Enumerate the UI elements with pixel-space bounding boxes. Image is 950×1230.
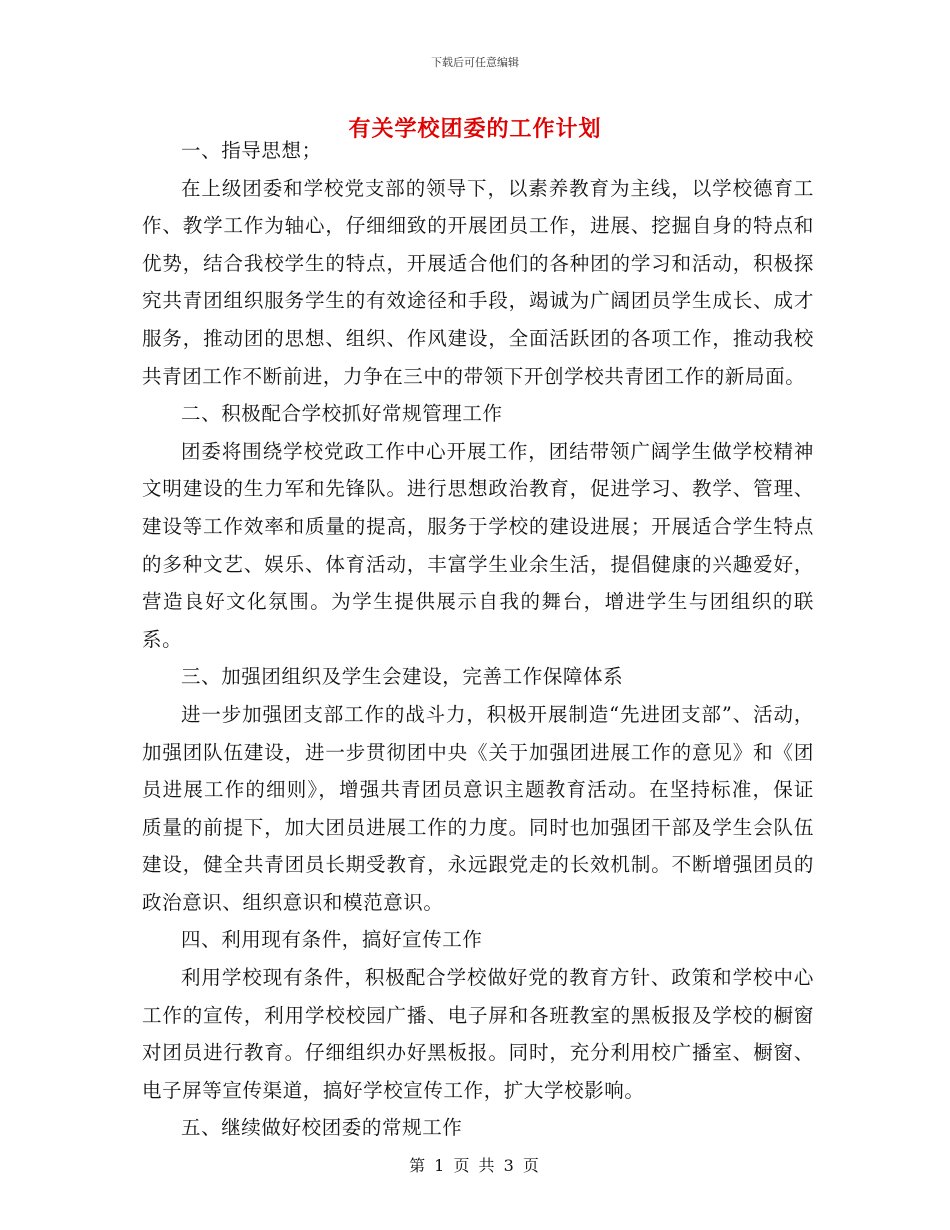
header-note: 下载后可任意编辑 — [431, 56, 519, 69]
document-title: 有关学校团委的工作计划 — [348, 117, 602, 142]
paragraph-publicity: 利用学校现有条件，积极配合学校做好党的教育方针、政策和学校中心工作的宣传，利用学校校园广播、电子屏和各班教室的黑板报及学校的橱窗对团员进行教育。仔细组织办好黑板报。同时，充分利用校广播室、橱窗、电子屏等宣传渠道，搞好学校宣传工作，扩大学校影响。 — [142, 966, 814, 1102]
page-number-footer: 第 1 页 共 3 页 — [409, 1156, 541, 1175]
paragraph-guiding-ideology: 在上级团委和学校党支部的领导下，以素养教育为主线，以学校德育工作、教学工作为轴心，仔细细致的开展团员工作，进展、挖掘自身的特点和优势，结合我校学生的特点，开展适合他们的各种团的学习和活动，积极探究共青团组织服务学生的有效途径和手段，竭诚为广阔团员学生成长、成才服务，推动团的思想、组织、作风建设，全面活跃团的各项工作，推动我校共青团工作不断前进，力争在三中的带领下开创学校共青团工作的新局面。 — [142, 176, 814, 388]
section-heading-guiding-ideology: 一、指导思想； — [181, 139, 322, 162]
section-heading-routine-management: 二、积极配合学校抓好常规管理工作 — [181, 402, 503, 426]
section-heading-organization-building: 三、加强团组织及学生会建设，完善工作保障体系 — [181, 665, 624, 689]
paragraph-organization-building: 进一步加强团支部工作的战斗力，积极开展制造“先进团支部”、活动，加强团队伍建设，进一步贯彻团中央《关于加强团进展工作的意见》和《团员进展工作的细则》，增强共青团员意识主题教育活动。在坚持标准，保证质量的前提下，加大团员进展工作的力度。同时也加强团干部及学生会队伍建设，健全共青团员长期受教育，永远跟党走的长效机制。不断增强团员的政治意识、组织意识和模范意识。 — [142, 702, 814, 914]
section-heading-regular-work: 五、继续做好校团委的常规工作 — [181, 1116, 463, 1140]
paragraph-routine-management: 团委将围绕学校党政工作中心开展工作，团结带领广阔学生做学校精神文明建设的生力军和先锋队。进行思想政治教育，促进学习、教学、管理、建设等工作效率和质量的提高，服务于学校的建设进展；开展适合学生特点的多种文艺、娱乐、体育活动，丰富学生业余生活，提倡健康的兴趣爱好，营造良好文化氛围。为学生提供展示自我的舞台，增进学生与团组织的联系。 — [142, 439, 814, 651]
document-body — [142, 132, 814, 1147]
section-heading-publicity: 四、利用现有条件，搞好宣传工作 — [181, 928, 483, 952]
